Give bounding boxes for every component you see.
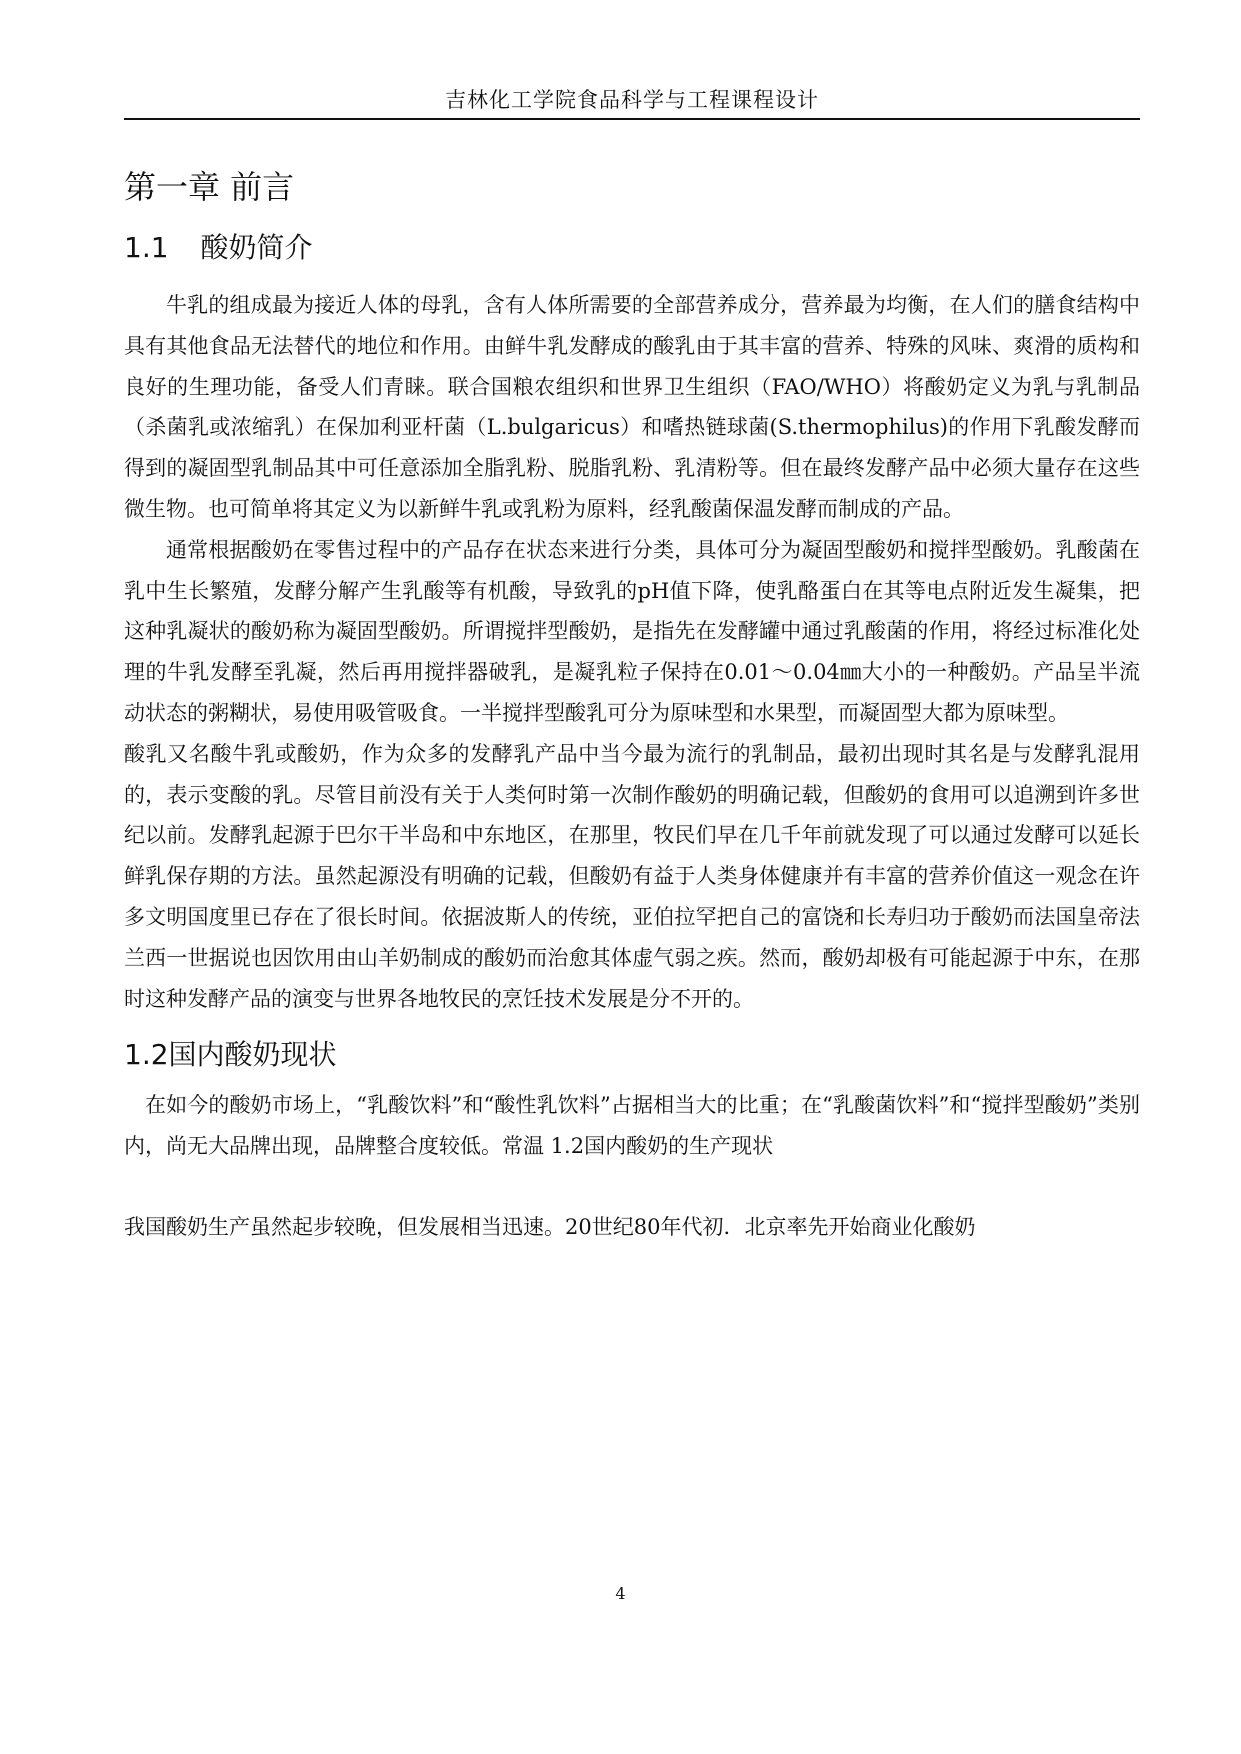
section-heading-1-1 xyxy=(124,226,1140,270)
section-title-text: 酸奶简介 xyxy=(200,231,313,264)
paragraph: 酸乳又名酸牛乳或酸奶，作为众多的发酵乳产品中当今最为流行的乳制品，最初出现时其名是与发酵乳混用的，表示变酸的乳。尽管目前没有关于人类何时第一次制作酸奶的明确记载，但酸奶的食用可以追溯到许多世纪以前。发酵乳起源于巴尔干半岛和中东地区，在那里，牧民们早在几千年前就发现了可以通过发酵可以延长鲜乳保存期的方法。虽然起源没有明确的记载，但酸奶有益于人类身体健康并有丰富的营养价值这一观念在许多文明国度里已存在了很长时间。依据波斯人的传统，亚伯拉罕把自己的富饶和长寿归功于酸奶而法国皇帝法兰西一世据说也因饮用由山羊奶制成的酸奶而治愈其体虚气弱之疾。然而，酸奶却极有可能起源于中东，在那时这种发酵产品的演变与世界各地牧民的烹饪技术发展是分不开的。 xyxy=(124,741,1140,1011)
section-number: 1.2 xyxy=(124,1038,169,1072)
section-title-text: 国内酸奶现状 xyxy=(168,1038,337,1072)
paragraph: 通常根据酸奶在零售过程中的产品存在状态来进行分类，具体可分为凝固型酸奶和搅拌型酸奶。乳酸菌在乳中生长繁殖，发酵分解产生乳酸等有机酸，导致乳的pH值下降，使乳酪蛋白在其等电点附近发生凝集，把这种乳凝状的酸奶称为凝固型酸奶。所谓搅拌型酸奶，是指先在发酵罐中通过乳酸菌的作用，将经过标准化处理的牛乳发酵至乳凝，然后再用搅拌器破乳，是凝乳粒子保持在0.01～0.04㎜大小的一种酸奶。产品呈半流动状态的粥糊状，易使用吸管吸食。一半搅拌型酸乳可分为原味型和水果型，而凝固型大都为原味型。 xyxy=(124,537,1140,725)
page-content xyxy=(124,150,1140,1248)
header-rule xyxy=(124,118,1140,120)
paragraph: 在如今的酸奶市场上，“乳酸饮料”和“酸性乳饮料”占据相当大的比重；在“乳酸菌饮料”和“搅拌型酸奶”类别内，尚无大品牌出现，品牌整合度较低。常温 1.2国内酸奶的生产现状 xyxy=(124,1093,1140,1159)
chapter-title: 第一章 前言 xyxy=(124,168,295,206)
running-header: 吉林化工学院食品科学与工程课程设计 xyxy=(445,88,819,112)
page-number: 4 xyxy=(615,1584,626,1603)
paragraph: 牛乳的组成最为接近人体的母乳，含有人体所需要的全部营养成分，营养最为均衡，在人们的膳食结构中具有其他食品无法替代的地位和作用。由鲜牛乳发酵成的酸乳由于其丰富的营养、特殊的风味、爽滑的质构和良好的生理功能，备受人们青睐。联合国粮农组织和世界卫生组织（FAO/WHO）将酸奶定义为乳与乳制品（杀菌乳或浓缩乳）在保加利亚杆菌（L.bulgaricus）和嗜热链球菌(S.thermophilus)的作用下乳酸发酵而得到的凝固型乳制品其中可任意添加全脂乳粉、脱脂乳粉、乳清粉等。但在最终发酵产品中必须大量存在这些微生物。也可简单将其定义为以新鲜牛乳或乳粉为原料，经乳酸菌保温发酵而制成的产品。 xyxy=(124,293,1140,521)
paragraph: 我国酸奶生产虽然起步较晚，但发展相当迅速。20世纪80年代初．北京率先开始商业化酸奶 xyxy=(124,1214,976,1239)
section-heading-1-2 xyxy=(124,1033,1140,1077)
section-number: 1.1 xyxy=(124,231,169,264)
